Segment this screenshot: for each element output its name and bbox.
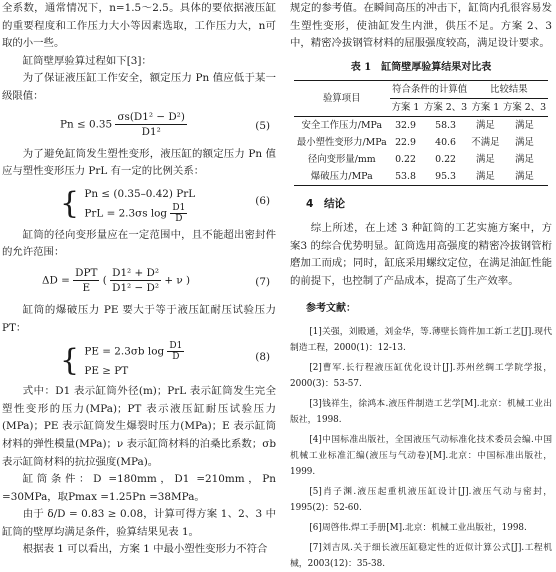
paragraph-cylinder-conditions: 缸筒条件：D =180mm，D1 =210mm，Pn =30MPa，取Pmax =1.25Pn =38MPa。 — [2, 473, 276, 503]
table-row: 径向变形量/mm 0.22 0.22 满足 满足 — [307, 154, 534, 166]
paragraph-conclusion: 综上所述，在上述 3 种缸筒的工艺实施方案中，方案3 的综合优势明显。缸筒选用高强度的精密冷拔钢管桁磨加工而成；同时，缸底采用螺纹定位，在满足油缸性能的前提下，也控制了产品成本，提高了生产效率。 — [290, 221, 552, 287]
table-group-compare: 比较结果 — [470, 81, 548, 99]
reference-item: [4]中国标准出版社，全国液压气动标准化技术委员会编.中国机械工业标准汇编(液压与气动卷)[M].北京：中国标准出版社，1999. — [290, 434, 552, 477]
table-sub-header: 方案 2、3 — [501, 99, 548, 117]
table-1 — [294, 80, 548, 186]
paragraph-plastic-deformation: 为了避免缸筒发生塑性变形，液压缸的额定压力 Pn 值应与塑性变形压力 PrL 有一定的比例关系： — [2, 147, 276, 178]
paragraph-wall-check-intro: 缸筒壁厚验算过程如下[3]： — [22, 54, 152, 67]
table-sub-header: 方案 1 — [390, 99, 422, 117]
paragraph-symbol-definitions: 式中：D1 表示缸筒外径(m)；PrL 表示缸筒发生完全塑性变形的压力(MPa)；PT 表示液压缸耐压试验压力(MPa)；PE 表示缸筒发生爆裂时压力(MPa)；E 表示缸筒材料的弹性模量(MPa)；ν 表示缸筒材料的泊桑比系数；σb 表示缸筒材料的抗拉强度(MPa)。 — [2, 385, 276, 468]
formula-5 — [2, 106, 276, 146]
reference-item: [6]周啓伟.焊工手册[M].北京：机械工业出版社，1998. — [309, 522, 527, 533]
formula-8: { PE = 2.3σb log $\frac{D1}{D}$ PE ≥ PT (8) — [60, 341, 270, 378]
paragraph-table-discussion: 根据表 1 可以看出，方案 1 中最小塑性变形力不符合 — [22, 543, 268, 556]
reference-item: [7]刘吉凤.关于细长液压缸稳定性的近似计算公式[J].工程机械，2003(12)：35-38. — [290, 542, 552, 569]
paragraph-burst-pressure: 缸筒的爆破压力 PE 要大于等于液压缸耐压试验压力 PT： — [2, 303, 276, 334]
table-sub-header: 方案 2、3 — [421, 99, 469, 117]
table-row: 爆破压力/MPa 53.8 95.3 满足 满足 — [294, 168, 548, 186]
reference-item: [5]肖子渊.液压起重机液压缸设计[J].液压气动与密封，1995(2)：52-60. — [290, 486, 552, 513]
reference-item: [1]关强，刘殿通，刘金华，等.薄壁长筒件加工新工艺[J].现代制造工程，2000(1)：12-13. — [290, 326, 552, 353]
formula-7: ΔD = $\frac{\text{DPT}}{E}$ ( $\frac{\text{D1² + D²}}{\text{D1² − D²}}$ + ν ) (7) — [42, 266, 270, 294]
table-row: 最小塑性变形力/MPa 22.9 40.6 不满足 满足 — [296, 137, 534, 149]
reference-item: [3]钱祥生，徐鸿本.液压件制造工艺学[M].北京：机械工业出版社，1998. — [290, 398, 552, 425]
paragraph-safety-factor: 全系数，通常情况下，n=1.5～2.5。具体的要依据液压缸的重要程度和工作压力大小等因素选取，工作压力大，n可取的小一些。 — [2, 2, 276, 50]
paragraph-rated-pressure: 为了保证液压缸工作安全，额定压力 Pn 值应低于某一级限值： — [2, 72, 276, 102]
section-title-conclusion: 4 结论 — [306, 198, 346, 211]
left-column — [2, 0, 276, 559]
right-column — [290, 0, 552, 572]
table-col-item: 验算项目 — [294, 81, 390, 117]
references-title: 参考文献： — [306, 303, 356, 315]
paragraph-reference-value: 规定的参考值。在瞬间高压的冲击下，缸筒内孔很容易发生塑性变形，使油缸发生内泄，供压不足。方案 2、3中，精密冷拔钢管材料的屈服强度较高，满足设计要求。 — [290, 2, 552, 50]
formula-6: { Pn ≤ (0.35–0.42) PrL PrL = 2.3σs log $\frac{D1}{D}$ (6) — [60, 186, 270, 224]
table-1-title: 表 1 缸筒壁厚验算结果对比表 — [350, 61, 492, 73]
table-sub-header: 方案 1 — [470, 99, 501, 117]
paragraph-radial-deformation: 缸筒的径向变形量应在一定范围中，且不能超出密封件的允许范围： — [2, 228, 276, 259]
paragraph-calculation-result: 由于 δ/D = 0.83 ≥ 0.08，计算可得方案 1、2、3 中缸筒的壁厚均满足条件，验算结果见表 1。 — [2, 508, 276, 538]
formula-5-number: (5) — [255, 119, 270, 132]
formula-5-expression: Pn ≤ 0.35 $\frac{\text{σs(D1² − D²)}}{\text{D1²}}$ — [60, 110, 185, 138]
table-row: 安全工作压力/MPa 32.9 58.3 满足 满足 — [301, 120, 534, 132]
reference-item: [2]曹军.长行程液压缸优化设计[J].苏州丝绸工学院学报，2000(3)：53-57. — [290, 362, 552, 389]
formula-6-number: (6) — [255, 194, 270, 207]
formula-8-number: (8) — [255, 351, 270, 364]
formula-7-number: (7) — [255, 275, 270, 288]
table-group-calc: 符合条件的计算值 — [390, 81, 470, 99]
